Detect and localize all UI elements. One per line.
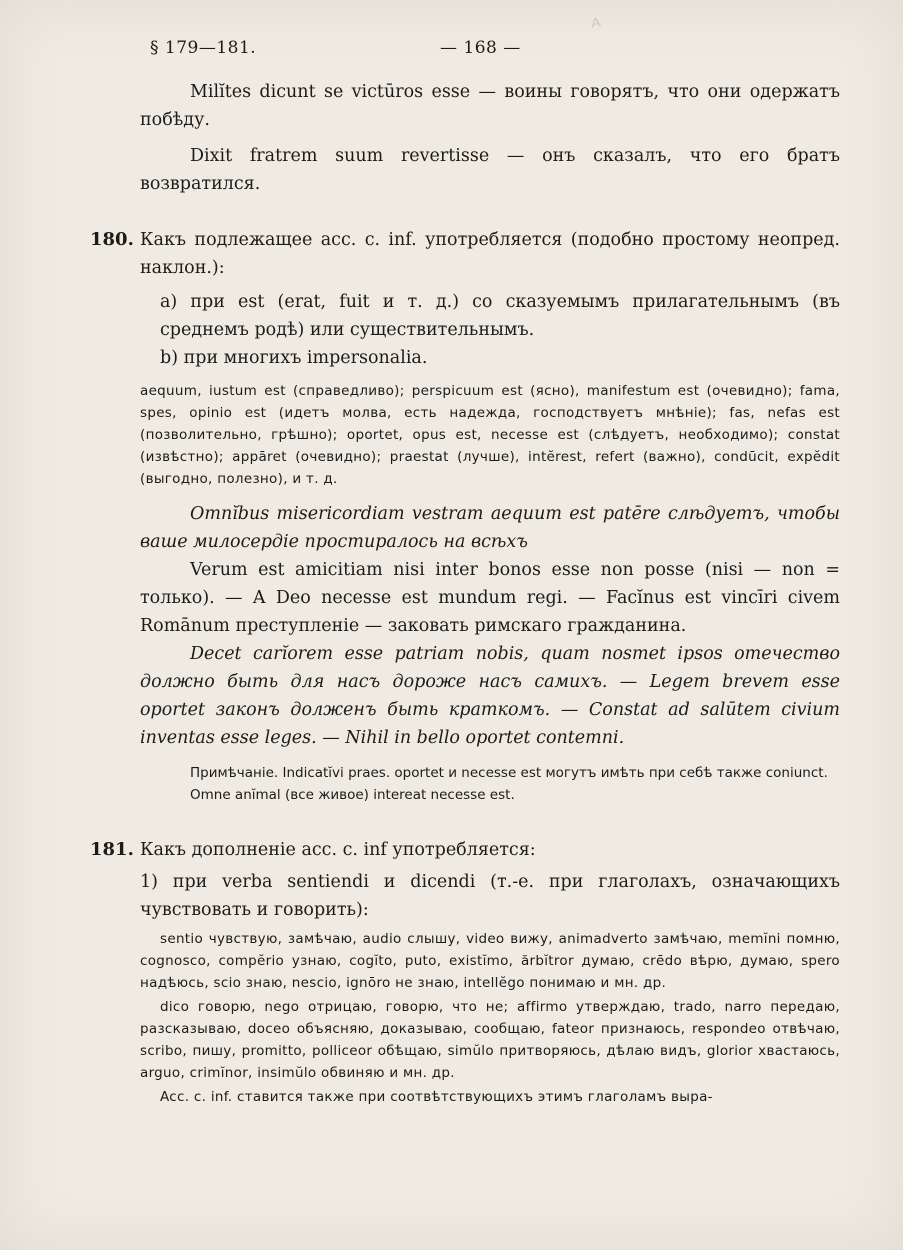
intro-examples	[90, 78, 840, 198]
section-180-example-2: Verum est amicitiam nisi inter bonos esse non posse (nisi — non = только). — A Deo necesse est mundum regi. — Facĭnus est vincīri civem Romānum преступленіе — заковать римскаго гражданина.	[140, 560, 840, 636]
section-181-number: 181.	[90, 839, 134, 860]
dico-list: dico говорю, nego отрицаю, говорю, что не; affirmo утверждаю, trado, narro передаю, разсказываю, doceo объясняю, доказываю, сообщаю, fateor признаюсь, respondeo отвѣчаю, scribo, пишу, promitto, polliceor обѣщаю, simŭlo притворяюсь, дѣлаю видъ, glorior хвастаюсь, arguo, crimĭnor, insimŭlo обвиняю и мн. др.	[140, 999, 840, 1081]
section-180-item-a: a) при est (erat, fuit и т. д.) со сказуемымъ прилагательнымъ (въ среднемъ родѣ) или существительнымъ.	[160, 292, 840, 340]
section-range: § 179—181.	[150, 38, 257, 58]
section-180-heading: Какъ подлежащее acc. c. inf. употребляется (подобно простому неопред. наклон.):	[140, 230, 840, 278]
section-181-item-1: 1) при verba sentiendi и dicendi (т.-е. при глаголахъ, означающихъ чувствовать и говорить):	[140, 872, 840, 920]
section-180	[90, 226, 840, 282]
sentio-list: sentio чувствую, замѣчаю, audio слышу, video вижу, animadverto замѣчаю, memĭni помню, cognosco, compĕrio узнаю, cogĭto, puto, existĭmo, ărbĭtror думаю, crēdo вѣрю, думаю, spero надѣюсь, scio знаю, nescio, ignōro не знаю, intellĕgo понимаю и мн. др.	[140, 931, 840, 991]
last-line: Acc. c. inf. ставится также при соотвѣтствующихъ этимъ глаголамъ выра-	[160, 1089, 713, 1105]
section-180-examples	[90, 500, 840, 752]
section-181	[90, 836, 840, 924]
section-180-note-text: Примѣчаніе. Indicatĭvi praes. oportet и necesse est могутъ имѣть при себѣ также coniunct. Omne anĭmal (все живое) intereat necesse est.	[190, 765, 828, 803]
section-181-verb-lists	[90, 928, 840, 1108]
faint-stamp: ᴬ	[590, 14, 604, 41]
section-180-example-3: Decet carĭorem esse patriam nobis, quam nosmet ipsos отечество должно быть для насъ дороже насъ самихъ. — Legem brevem esse oportet законъ долженъ быть краткомъ. — Constat ad salūtem civium inventas esse leges. — Nihil in bello oportet contemni.	[140, 644, 840, 748]
impersonalia-list	[90, 380, 840, 490]
intro-example-1: Milĭtes dicunt se victūros esse — воины говорятъ, что они одержатъ побѣду.	[140, 82, 840, 130]
section-181-heading: Какъ дополненіе acc. c. inf употребляется:	[140, 840, 536, 860]
page-number: — 168 —	[440, 38, 521, 58]
impersonalia-text: aequum, iustum est (справедливо); perspicuum est (ясно), manifestum est (очевидно); fama, spes, opinio est (идетъ молва, есть надежда, господствуетъ мнѣніе); fas, nefas est (позволительно, грѣшно); oportet, opus est, necesse est (слѣдуетъ, необходимо); constat (извѣстно); appāret (очевидно); praestat (лучше), intĕrest, refert (важно), condūcit, expĕdit (выгодно, полезно), и т. д.	[140, 383, 840, 487]
page-content	[90, 78, 840, 1108]
intro-example-2: Dixit fratrem suum revertisse — онъ сказалъ, что его братъ возвратился.	[140, 146, 840, 194]
section-180-note	[90, 762, 840, 806]
section-180-item-b: b) при многихъ impersonalia.	[160, 348, 428, 368]
section-180-items	[90, 288, 840, 372]
section-180-number: 180.	[90, 229, 134, 250]
section-180-example-1: Omnĭbus misericordiam vestram aequum est patēre слѣдуетъ, чтобы ваше милосердіе простиралось на всѣхъ	[140, 504, 840, 552]
